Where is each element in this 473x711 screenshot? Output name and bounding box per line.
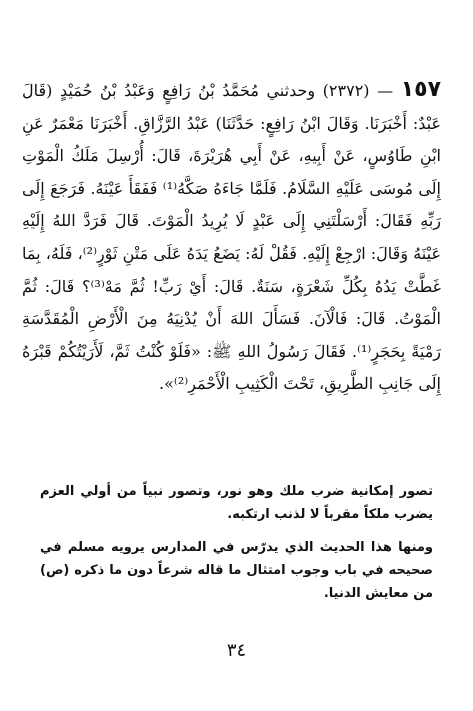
commentary-paragraph-2: ومنها هذا الحديث الذي يدرّس في المدارس يرويه مسلم في صحيحه في باب وجوب امتثال ما قاله شرعاً دون ما ذكره (ص) من معايش الدنيا. [40,540,433,601]
hadith-text: — (٢٣٧٢) وحدثني مُحَمَّدُ بْنُ رَافِعٍ وَعَبْدُ بْنُ حُمَيْدٍ (قَالَ عَبْدٌ: أَخْبَرَنَا. وَقَالَ ابْنُ رَافِعٍ: حَدَّثَنَا) عَبْدُ الرَّزَّاقِ. أَخْبَرَنَا مَعْمَرٌ عَنِ ابْنِ طَاوُسٍ، عَنْ أَبِيهِ، عَنْ أَبِي هُرَيْرَةَ، قَالَ: أُرْسِلَ مَلَكُ الْمَوْتِ إِلَى مُوسَى عَلَيْهِ السَّلَامُ. فَلَمَّا جَاءَهُ صَكَّهُ⁽¹⁾ فَفَقَأَ عَيْنَهُ. فَرَجَعَ إِلَى رَبِّهِ فَقَالَ: أَرْسَلْتَنِي إِلَى عَبْدٍ لَا يُرِيدُ الْمَوْتَ. قَالَ فَرَدَّ اللهُ إِلَيْهِ عَيْنَهُ وَقَالَ: ارْجِعْ إِلَيْهِ. فَقُلْ لَهُ: يَضَعُ يَدَهُ عَلَى مَتْنِ ثَوْرٍ⁽²⁾، فَلَهُ، بِمَا غَطَّتْ يَدُهُ بِكُلِّ شَعْرَةٍ، سَنَةٌ. قَالَ: أَيْ رَبِّ! ثُمَّ مَهْ⁽³⁾؟ قَالَ: ثُمَّ الْمَوْتُ. قَالَ: فَالْآنَ. فَسَأَلَ اللهَ أَنْ يُدْنِيَهُ مِنَ الْأَرْضِ الْمُقَدَّسَةِ رَمْيَةً بِحَجَرٍ⁽¹⁾. فَقَالَ رَسُولُ اللهِ ﷺ: «فَلَوْ كُنْتُ ثَمَّ، لَأَرَيْتُكُمْ قَبْرَهُ إِلَى جَانِبِ الطَّرِيقِ، تَحْتَ الْكَثِيبِ الْأَحْمَرِ⁽²⁾». [22,81,442,394]
hadith-paragraph [22,74,441,401]
hadith-number: ١٥٧ [400,77,442,102]
hadith-block [22,74,441,401]
commentary-block [40,480,433,615]
commentary-paragraph-1: تصور إمكانية ضرب ملك وهو نور، وتصور نبياً من أولي العزم يضرب ملكاً مقرباً لا لذنب ارتكبه. [40,484,433,522]
page-number: ٣٤ [226,640,247,661]
